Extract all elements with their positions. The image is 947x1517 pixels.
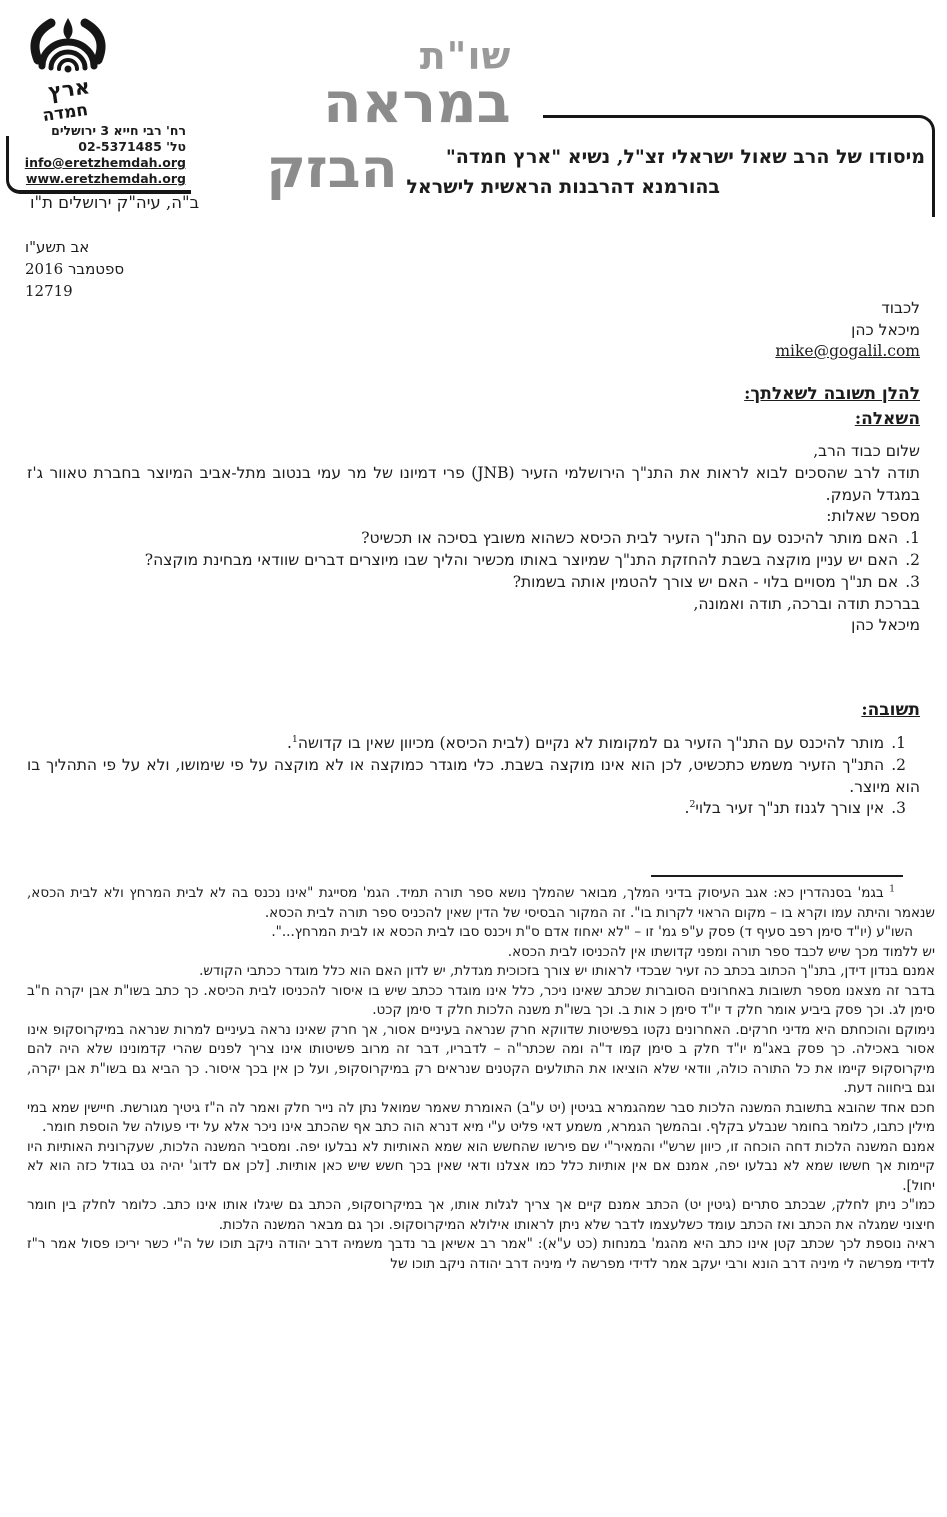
question-item-text: האם מותר להיכנס עם התנ"ך הזעיר לבית הכיסא כשהוא משובץ בסיכה או תכשיט? [361, 529, 899, 548]
question-item-1 [27, 528, 920, 550]
logo-text-bottom: חמדה [41, 99, 90, 127]
question-greeting: שלום כבוד הרב, [813, 442, 920, 460]
question-section [27, 441, 920, 637]
answer-item-number: 3. [891, 799, 906, 818]
subtitle-line-1: מיסודו של הרב שאול ישראלי זצ"ל, נשיא "ארץ חמדה" [445, 146, 925, 168]
gregorian-date: ספטמבר 2016 [25, 260, 125, 278]
question-item-text: אם תנ"ך מסויים בלוי - האם יש צורך להטמין אותה בשמות? [512, 572, 899, 591]
footnotes-section [27, 884, 935, 1274]
date-reference-block [25, 236, 124, 302]
answer-item-text: אין צורך לגנוז תנ"ך זעיר בלוי [695, 799, 885, 818]
question-closing: בברכת תודה וברכה, תודה ואמונה, [693, 594, 920, 613]
question-item-number: 3. [905, 572, 920, 591]
footnote-text: בגמ' בסנהדרין כא: אגב העיסוק בדיני המלך, מבואר שהמלך נושא ספר תורה תמיד. הגמ' מסייגת "אינו נכנס בה לא לבית המרחץ ולא לבית הכסא, שנאמר והיתה עמו וקרא בו – מקום הראוי לקרות בו". זה המקור הבסיסי של הדין שאין להכניס ספר תורה לבית הכסא. [27, 885, 935, 921]
footnote-separator [651, 875, 903, 877]
city-blessing-line: ב"ה, עיה"ק ירושלים ת"ו [30, 193, 200, 212]
question-signature: מיכאל כהן [851, 616, 920, 635]
logo-text-top: ארץ [46, 74, 92, 104]
flame-icon [63, 18, 72, 40]
phone-line: טל' 02-5371485 [78, 139, 186, 154]
answer-item-period: . [684, 799, 690, 818]
answer-section [27, 733, 920, 820]
footnote-paragraph-3: יש ללמוד מכך שיש לכבד ספר תורה ומפני קדושתו אין להכניסו לבית הכסא. [507, 943, 935, 960]
footnote-paragraph-4: אמנם בנדון דידן, בתנ"ך הכתוב בכתב כה זעיר שבכדי לראותו יש צורך בזכוכית מגדלת, יש לדון האם הוא כלל מוגדר ככתבי הקודש. [199, 963, 935, 979]
answer-item-2 [27, 755, 920, 799]
footnote-ref-2: 2 [689, 799, 696, 811]
recipient-name: מיכאל כהן [851, 320, 920, 339]
website-link[interactable]: www.eretzhemdah.org [25, 171, 186, 186]
question-body: תודה לרב שהסכים לבוא לראות את התנ"ך הירושלמי הזעיר (JNB) פרי דמיונו של מר עמי בנטוב מתל-אביב המיוצר בחברת טאוור ג'ז במגדל העמק. [27, 463, 920, 504]
recipient-block [775, 298, 920, 363]
answer-heading: תשובה: [861, 700, 920, 720]
footnote-marker-1: 1 [889, 884, 895, 895]
footnote-paragraph-8: אמנם המשנה הלכות דחה הוכחה זו, כיוון שרש"י והמאיר"י שם פירשו שהחשש הוא שמא האותיות לא נבלעו יפה. ומסביר המשנה הלכות, שעקרונית האותיות היו קיימות אך חששו שמא לא נבלעו יפה, אמנם אם אין אותיות כלל כמו אצלנו ודאי שאין בכך חשש שיש כאן אותיות. [לכן אם לדוג' יהיה גט בגודל כזה הוא לא יחול]. [27, 1138, 935, 1194]
question-item-2 [27, 550, 920, 572]
answer-item-1 [27, 733, 920, 755]
address-line: רח' רבי חייא 3 ירושלים [51, 123, 186, 138]
series-title-line-3: הבזק [266, 136, 398, 200]
footnote-paragraph-9: כמו"כ ניתן לחלק, שבכתב סתרים (גיטין יט) הכתב אמנם קיים אך צריך לגלות אותו, אך במיקרוסקופ, הכתב גם שיגלו אותו אינו כתב. כלומר לחלק בין חומר חיצוני שמגלה את הכתב ואז הכתב עומד כשלעצמו לדבר שלא ניתן לראותו אילולא המיקרוסקופ. וכך גם מבאר המשנה הלכות. [27, 1197, 935, 1233]
eretz-hemdah-logo [24, 16, 112, 128]
intro-heading: להלן תשובה לשאלתך: [744, 384, 920, 404]
answer-item-number: 1. [891, 734, 906, 752]
hebrew-date: אב תשע"ו [25, 238, 90, 256]
recipient-email-link[interactable]: mike@gogalil.com [775, 342, 920, 360]
series-title-line-2: במראה [323, 70, 511, 136]
footnote-paragraph-10: ראיה נוספת לכך שכתב קטן אינו כתב היא מהגמ' במנחות (כט ע"א): "אמר רב אשיאן בר נדבך משמיה דרב יהודה ניקב תוכו של ה"י כשר יריכו פסול אמר ר"ז לדידי מפרשה לי מיניה דרב הונא ורבי יעקב אמר לדידי מפרשה לי מיניה דרב יהודה ניקב תוכו של [27, 1236, 935, 1272]
answer-item-text: התנ"ך הזעיר משמש כתכשיט, לכן הוא אינו מוקצה בשבת. כלי מוגדר כמוקצה או לא מוקצה על פי שימושו, ולא על פי התהליך בו הוא מיוצר. [27, 755, 920, 796]
answer-item-text: מותר להיכנס עם התנ"ך הזעיר גם למקומות לא נקיים (לבית הכיסא) מכיוון שאין בו קדושה [297, 734, 885, 752]
series-title-line-1: שו"ת [419, 33, 512, 78]
answer-item-number: 2. [891, 755, 906, 774]
footnote-paragraph-7: חכם אחד שהובא בתשובת המשנה הלכות סבר שמהגמרא בגיטין (יט ע"ב) האומרת שאמר שמואל נתן לה נייר חלק ואמר לה ה"ז גיטיך מגורשת. חיישין שמא במי מילין כתבו, כלומר בחומר שנבלע בקלף. ובהמשך הגמרא, משמע דאי פליט ע"י מיא דנרא הוה כתב אף שהכתב אינו ניכר אלא על ידי פעולה של הוספת חומר. [27, 1099, 935, 1135]
question-heading: השאלה: [854, 409, 920, 429]
recipient-salutation: לכבוד [881, 299, 920, 317]
footnote-paragraph-6: נימוקם והוכחתם היא מדיני חרקים. האחרונים נקטו בפשיטות שדווקא חרק שנראה בעיניים אסור, אך חרק שאינו נראה בעיניים למרות שנראה במיקרוסקופ אינו אסור באכילה. כך פסק באג"מ יו"ד חלק ב סימן קמו ד"ה ומה שכתר"ה – לדבריו, דבר זה מרוב פשיטותו אינו צריך לפנים שהרי קדמונינו שלא היה להם מיקרוסקופ קיימו את כל התורה כולה, וודאי שלא הוציאו את התולעים הקטנים שנראים רק במיקרוסקופ, ועל כן אין בכך איסור. כך הביא גם בשו"ת אבן יקרה, וגם ביחווה דעת. [27, 1021, 935, 1096]
answer-item-period: . [286, 734, 292, 752]
subtitle-line-2: בהורמנא דהרבנות הראשית לישראל [406, 176, 720, 198]
footnote-paragraph-5: בדבר זה מצאנו מספר תשובות באחרונים הסוברות שכתב שאינו ניכר, כלל אינו מוגדר ככתב שיש בו איסור להכניסו לבית הכיסא. כך כתב בשו"ת אבן יקרה ח"ב סימן לג. וכך פסק ביביע אומר חלק ד יו"ד סימן כ אות ב. וכך בשו"ת משנה הלכות חלק ד סימן קכט. [27, 982, 935, 1018]
question-list-intro: מספר שאלות: [826, 507, 920, 526]
footnote-ref-1: 1 [291, 733, 298, 745]
footnote-paragraph-1 [27, 884, 935, 923]
answer-item-3 [27, 798, 920, 820]
left-bracket-line [6, 136, 191, 194]
question-item-text: האם יש עניין מוקצה בשבת להחזקת התנ"ך שמיוצר באותו מכשיר והליך שבו מיוצרים דברים שוודאי מבחינת מוקצה? [144, 550, 899, 569]
question-item-number: 1. [905, 529, 920, 548]
email-link[interactable]: info@eretzhemdah.org [24, 155, 186, 170]
footnote-paragraph-2: השו"ע (יו"ד סימן רפב סעיף ד) פסק ע"פ גמ' זו – "לא יאחוז אדם ס"ת ויכנס סבו לבית הכסא או לבית המרחץ...". [271, 924, 913, 940]
question-item-number: 2. [905, 550, 920, 569]
question-item-3 [27, 572, 920, 594]
reference-number: 12719 [25, 282, 73, 300]
